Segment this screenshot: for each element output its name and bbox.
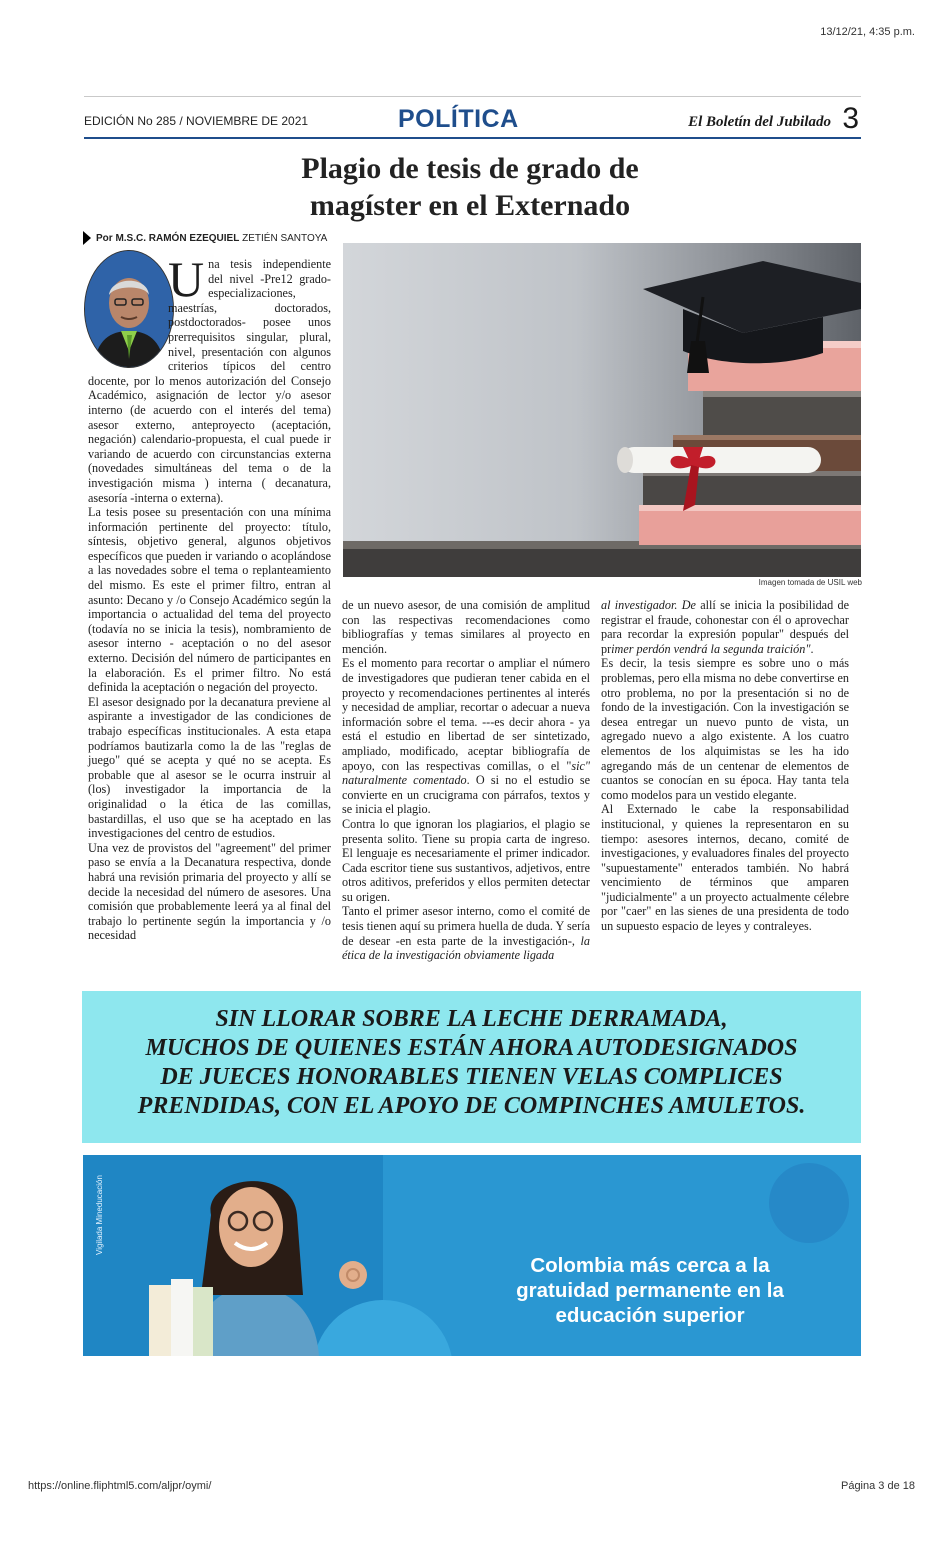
byline	[83, 231, 327, 245]
page-number: 3	[842, 102, 859, 135]
article-headline	[200, 150, 740, 224]
article-column-2	[342, 598, 590, 963]
print-datetime: 13/12/21, 4:35 p.m.	[820, 26, 915, 38]
print-url[interactable]: https://online.fliphtml5.com/aljpr/oymi/	[28, 1480, 212, 1492]
article-column-1	[88, 251, 331, 943]
masthead-bottom-rule	[84, 137, 861, 139]
ethics-phrase: la ética de la investigación obviamente ligada	[342, 933, 590, 963]
headline-line-1: Plagio de tesis de grado de	[301, 152, 639, 185]
section-title: POLÍTICA	[398, 105, 519, 133]
column-2-paragraph-4: Tanto el primer asesor interno, como el comité de tesis tienen aquí su primera huella de duda. Y sería de desear -en esta parte de la investigación-, la ética de la investigación obviamente ligada	[342, 904, 590, 963]
column-1-paragraph-3: El asesor designado por la decanatura previene al aspirante a investigador de las condiciones de trabajo específicas institucionales. A esta etapa podríamos bautizarla como la de las "reglas de juego" qué se acepta y qué no se acepta. Es probable que al asesor se le ocurra instruir al (los) investigador la importancia de la originalidad o la ética de las comillas, bastardillas, el uso que se ha aceptado en las investigaciones del centro de estudios.	[88, 694, 331, 841]
quote-line-2: MUCHOS DE QUIENES ESTÁN AHORA AUTODESIGNADOS	[145, 1035, 798, 1061]
newspaper-name: El Boletín del Jubilado	[688, 114, 831, 130]
print-page-count: Página 3 de 18	[840, 1480, 915, 1492]
graduation-cap-illustration	[343, 243, 861, 577]
photo-credit: Imagen tomada de USIL web	[758, 578, 862, 587]
masthead-top-rule	[84, 96, 861, 97]
headline-line-2: magíster en el Externado	[309, 189, 631, 222]
column-2-paragraph-3: Contra lo que ignoran los plagiarios, el plagio se presenta solito. Tiene su propia carta de ingreso. El lenguaje es necesariamente el primer indicador. Cada escritor tiene sus sustantivos, adjetivos, entre otros aditivos, preferidos y ellos permiten detectar su origen.	[342, 816, 590, 904]
education-advertisement[interactable]	[83, 1155, 861, 1356]
edition-label: EDICIÓN No 285 / NOVIEMBRE DE 2021	[84, 114, 309, 128]
sic-comment: sic" naturalmente comentado	[342, 758, 590, 788]
column-1-paragraph-1: na tesis independiente del nivel -Pre12 grado- especializaciones, maestrías, doctorados, postdoctorados- posee unos prerrequisitos singular, plural, nivel, presentación con algunos criterios típicos del centro docente, por lo menos autorización del Consejo Académico, asignación de lector y/o asesor interno (de acuerdo con el interés del tema) asesor externo, anteproyecto (aceptación, negación) calendario-propuesta, el cual puede ir variando de acuerdo con circunstancias externa (novedades simultáneas del tema o de la investigación misma ) interna ( decanatura, asesoría -interna o externa).	[88, 257, 331, 505]
drop-cap: U	[168, 251, 205, 307]
column-3-paragraph-1: al investigador. De allí se inicia la posibilidad de registrar el fraude, cohonestar con él o aprovechar para recordar la expresión popular" después del primer perdón vendrá la segunda traición".	[601, 598, 849, 656]
quote-banner	[82, 991, 861, 1143]
byline-arrow-icon	[83, 231, 91, 245]
graduation-books-image	[343, 243, 861, 577]
quote-line-1: SIN LLORAR SOBRE LA LECHE DERRAMADA,	[215, 1006, 728, 1032]
masthead	[84, 96, 861, 142]
column-3-paragraph-3: Al Externado le cabe la responsabilidad institucional, y quienes la representaron en su tiempo: asesores internos, decano, comité de investigaciones, y evaluadores finales del proyecto "supuestamente" enterados también. No habrá vencimiento de términos que amparen "judicialmente" a un proyecto actualmente célebre por "caer" en las sienes de una presidenta de todo un supuesto espacio de leyes y contraleyes.	[601, 802, 849, 934]
byline-author: Por M.S.C. RAMÓN EZEQUIEL	[96, 232, 240, 244]
column-1-paragraph-4: Una vez de provistos del "agreement" del primer paso se envía a la Decanatura respectiva, donde habrá una revisión primaria del proyecto y allí se decide la necesidad del número de asesores. Una comisión que probablemente leerá ya al final del trabajo lo pertinente según la importancia y /o necesidad	[88, 840, 331, 943]
byline-surname: ZETIÉN SANTOYA	[242, 232, 328, 244]
column-2-paragraph-1: de un nuevo asesor, de una comisión de amplitud con las respectivas recomendaciones como bibliografías y temas similares al proyecto en mención.	[342, 598, 590, 656]
vigilada-label: Vigilada Mineducación	[95, 1175, 104, 1255]
ad-slogan: Colombia más cerca a la gratuidad permanente en la educación superior	[516, 1254, 784, 1327]
article-column-3	[601, 598, 849, 934]
quote-line-3: DE JUECES HONORABLES TIENEN VELAS COMPLICES	[160, 1064, 783, 1090]
column-3-paragraph-2: Es decir, la tesis siempre es sobre uno o más problemas, pero ella misma no debe convertirse en otro problema, no por la presentación si no de fondo de la investigación. Con la investigación se desea entregar un nuevo punto de vista, un agregado nuevo a algo existente. A los cuatro elementos de los alquimistas se les ha ido agregando más de un centenar de elementos de cuantos se conocían en su época. Hay tanta tela como modelos para un vestido elegante.	[601, 656, 849, 802]
column-2-paragraph-2: Es el momento para recortar o ampliar el número de investigadores que pudieran tener cabida en el proyecto y recomendaciones pertinentes al interés y necesidad de ampliar, recortar o adecuar a nueva información sobre el tema. ---es decir ahora - ya está el estudio en libertad de ser sintetizado, ampliado, modificado, aceptar bibliografía de apoyo, con las respectivas comillas, o el "sic" naturalmente comentado. O si no el estudio se convierte en un crucigrama con párrafos, textos y se inicia el plagio.	[342, 656, 590, 817]
quote-line-4: PRENDIDAS, CON EL APOYO DE COMPINCHES AMULETOS.	[137, 1093, 806, 1119]
column-1-paragraph-2: La tesis posee su presentación con una mínima información pertinente del proyecto: título, síntesis, objetivo general, algunos objetivos específicos que pueden ir variando o acoplándose a las novedades sobre el tema o replanteamiento del mismo. Es este el primer filtro, entran al asunto: Decano y /o Consejo Académico según la importancia o actualidad del tema del proyecto (todavía no se inicia la tesis), nombramiento de asesor interno - aceptación o no del asesor externo. Decisión del número de participantes en la elaboración. Es el primer filtro. No está definida la aceptación o negación del proyecto.	[88, 505, 331, 695]
